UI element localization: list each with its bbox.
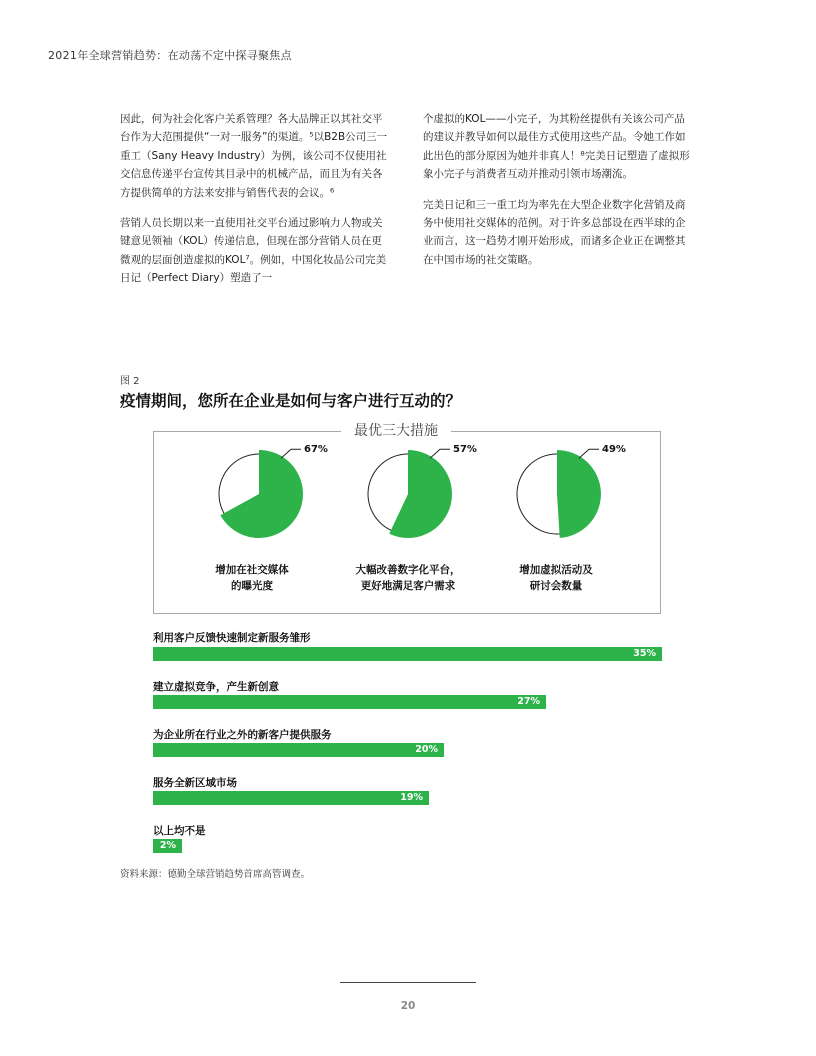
pie-leader-line bbox=[430, 449, 450, 458]
bar-value-label: 19% bbox=[400, 792, 423, 803]
footer-rule bbox=[340, 982, 476, 983]
page-number: 20 bbox=[400, 1000, 416, 1012]
source-note: 资料来源：德勤全球营销趋势首席高管调查。 bbox=[120, 869, 311, 880]
pie-caption-line: 大幅改善数字化平台， bbox=[355, 564, 461, 576]
pie-leader-line bbox=[579, 449, 599, 458]
pie-leader-line bbox=[281, 449, 301, 458]
pie-chart bbox=[491, 440, 626, 552]
paragraph: 营销人员长期以来一直使用社交平台通过影响力人物或关键意见领袖（KOL）传递信息，但现在部分营销人员在更微观的层面创造虚拟的KOL⁷。例如，中国化妆品公司完美日记（Perfect Diary）塑造了一 bbox=[120, 217, 387, 285]
pie-caption bbox=[486, 562, 626, 594]
body-column-right bbox=[423, 110, 695, 281]
bar-value-label: 35% bbox=[633, 648, 656, 659]
pie-caption-line: 的曝光度 bbox=[231, 580, 273, 592]
paragraph: 个虚拟的KOL——小完子，为其粉丝提供有关该公司产品的建议并教导如何以最佳方式使用这些产品。令她工作如此出色的部分原因为她并非真人！⁸完美日记塑造了虚拟形象小完子与消费者互动并推动引领市场潮流。 bbox=[423, 113, 690, 181]
pie-caption-line: 更好地满足客户需求 bbox=[360, 580, 456, 592]
bar-category-label: 利用客户反馈快速制定新服务雏形 bbox=[153, 632, 311, 644]
pie-caption bbox=[338, 562, 478, 594]
pie-caption-line: 研讨会数量 bbox=[529, 580, 583, 592]
pie-slice bbox=[557, 450, 601, 538]
pie-value-label: 57% bbox=[453, 444, 477, 456]
bar-category-label: 以上均不是 bbox=[153, 825, 206, 837]
pie-caption-line: 增加在社交媒体 bbox=[215, 564, 289, 576]
bar bbox=[153, 647, 662, 661]
pie-value-label: 49% bbox=[602, 444, 626, 456]
bar bbox=[153, 839, 182, 853]
bar bbox=[153, 695, 546, 709]
figure-label: 图 2 bbox=[120, 376, 140, 387]
bar bbox=[153, 743, 444, 757]
bar bbox=[153, 791, 429, 805]
pie-chart bbox=[342, 440, 477, 552]
bar-value-label: 20% bbox=[415, 744, 438, 755]
pie-caption bbox=[182, 562, 322, 594]
pie-caption-line: 增加虚拟活动及 bbox=[519, 564, 593, 576]
bar-category-label: 建立虚拟竞争，产生新创意 bbox=[153, 681, 279, 693]
top-measures-title: 最优三大措施 bbox=[341, 420, 451, 440]
paragraph: 完美日记和三一重工均为率先在大型企业数字化营销及商务中使用社交媒体的范例。对于许多总部设在西半球的企业而言，这一趋势才刚开始形成，而诸多企业正在调整其在中国市场的社交策略。 bbox=[423, 198, 686, 266]
running-header: 2021年全球营销趋势：在动荡不定中探寻聚焦点 bbox=[48, 49, 292, 62]
paragraph: 因此，何为社会化客户关系管理？各大品牌正以其社交平台作为大范围提供“一对一服务”的渠道。⁵以B2B公司三一重工（Sany Heavy Industry）为例，该公司不仅使用社交信息传递平台宣传其目录中的机械产品，而且为有关各方提供简单的方法来安排与销售代表的会议。⁶ bbox=[120, 113, 388, 199]
pie-chart bbox=[193, 440, 328, 552]
bar-value-label: 2% bbox=[159, 840, 176, 851]
body-column-left bbox=[120, 110, 392, 300]
figure-title: 疫情期间，您所在企业是如何与客户进行互动的？ bbox=[120, 392, 462, 410]
pie-value-label: 67% bbox=[304, 444, 328, 456]
bar-value-label: 27% bbox=[517, 696, 540, 707]
bar-category-label: 为企业所在行业之外的新客户提供服务 bbox=[153, 729, 332, 741]
bar-category-label: 服务全新区域市场 bbox=[153, 777, 237, 789]
